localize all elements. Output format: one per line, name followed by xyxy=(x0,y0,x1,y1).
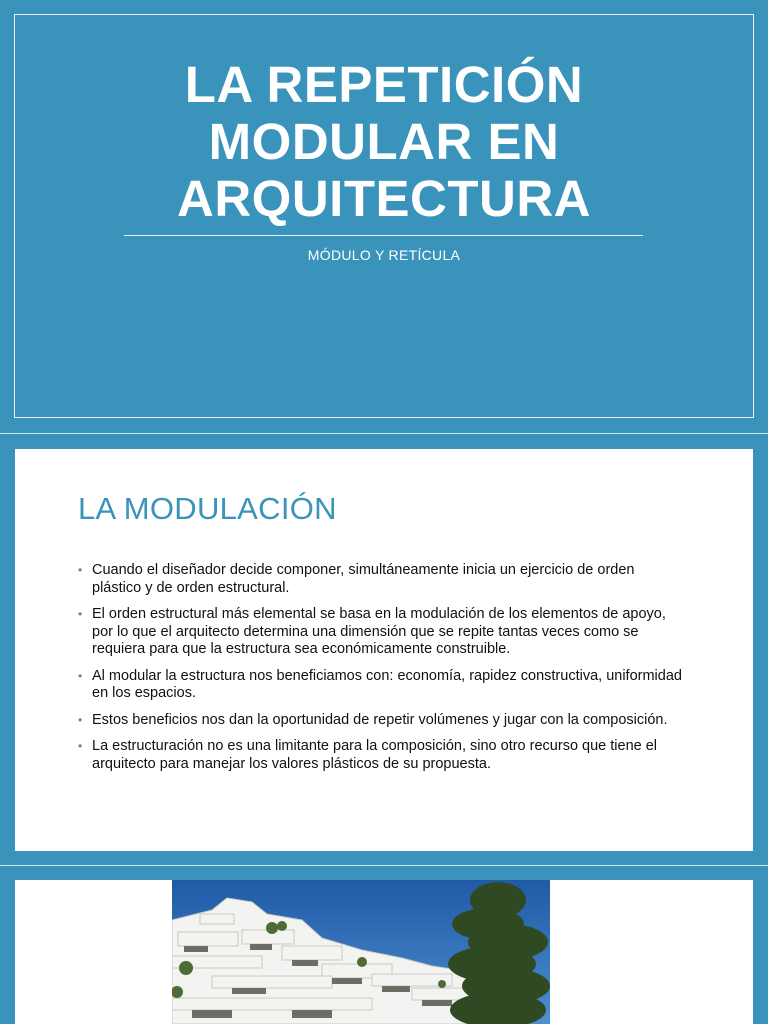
bullet-text: Al modular la estructura nos beneficiamos con: economía, rapidez constructiva, uniformidad en los espacios. xyxy=(92,667,682,701)
bullet-item xyxy=(77,668,687,703)
title-line: MODULAR EN xyxy=(208,113,560,170)
bullet-icon: • xyxy=(78,739,83,753)
modular-building-photo xyxy=(172,880,550,1024)
bullet-icon: • xyxy=(78,668,83,683)
bullet-item xyxy=(77,712,687,730)
title-rule xyxy=(124,235,643,236)
photo-illustration xyxy=(172,880,550,1024)
bullet-item xyxy=(77,562,687,597)
title-line: LA REPETICIÓN xyxy=(184,56,584,113)
bullet-icon: • xyxy=(78,607,83,621)
slide-subtitle: MÓDULO Y RETÍCULA xyxy=(307,247,461,263)
bullet-text: El orden estructural más elemental se basa en la modulación de los elementos de apoyo, por lo que el arquitecto determina una dimensión que se repite tantas veces como se requiera para que la estructura sea económicamente construible. xyxy=(92,606,666,657)
content-slide xyxy=(15,449,753,851)
bullet-item xyxy=(77,606,687,659)
slide-divider xyxy=(0,865,768,866)
bullet-item xyxy=(77,738,687,773)
bullet-icon: • xyxy=(78,563,83,577)
bullet-text: La estructuración no es una limitante para la composición, sino otro recurso que tiene el arquitecto para manejar los valores plásticos de su propuesta. xyxy=(92,738,658,772)
title-slide xyxy=(0,0,768,432)
bullet-text: Cuando el diseñador decide componer, simultáneamente inicia un ejercicio de orden plástico y de orden estructural. xyxy=(92,562,635,596)
slide-title xyxy=(100,56,668,227)
slide-divider xyxy=(0,433,768,434)
image-slide xyxy=(15,880,753,1024)
section-heading: LA MODULACIÓN xyxy=(78,491,337,526)
bullet-list xyxy=(77,562,687,782)
title-line: ARQUITECTURA xyxy=(177,170,591,227)
bullet-text: Estos beneficios nos dan la oportunidad de repetir volúmenes y jugar con la composición. xyxy=(92,711,668,728)
bullet-icon: • xyxy=(78,712,83,727)
